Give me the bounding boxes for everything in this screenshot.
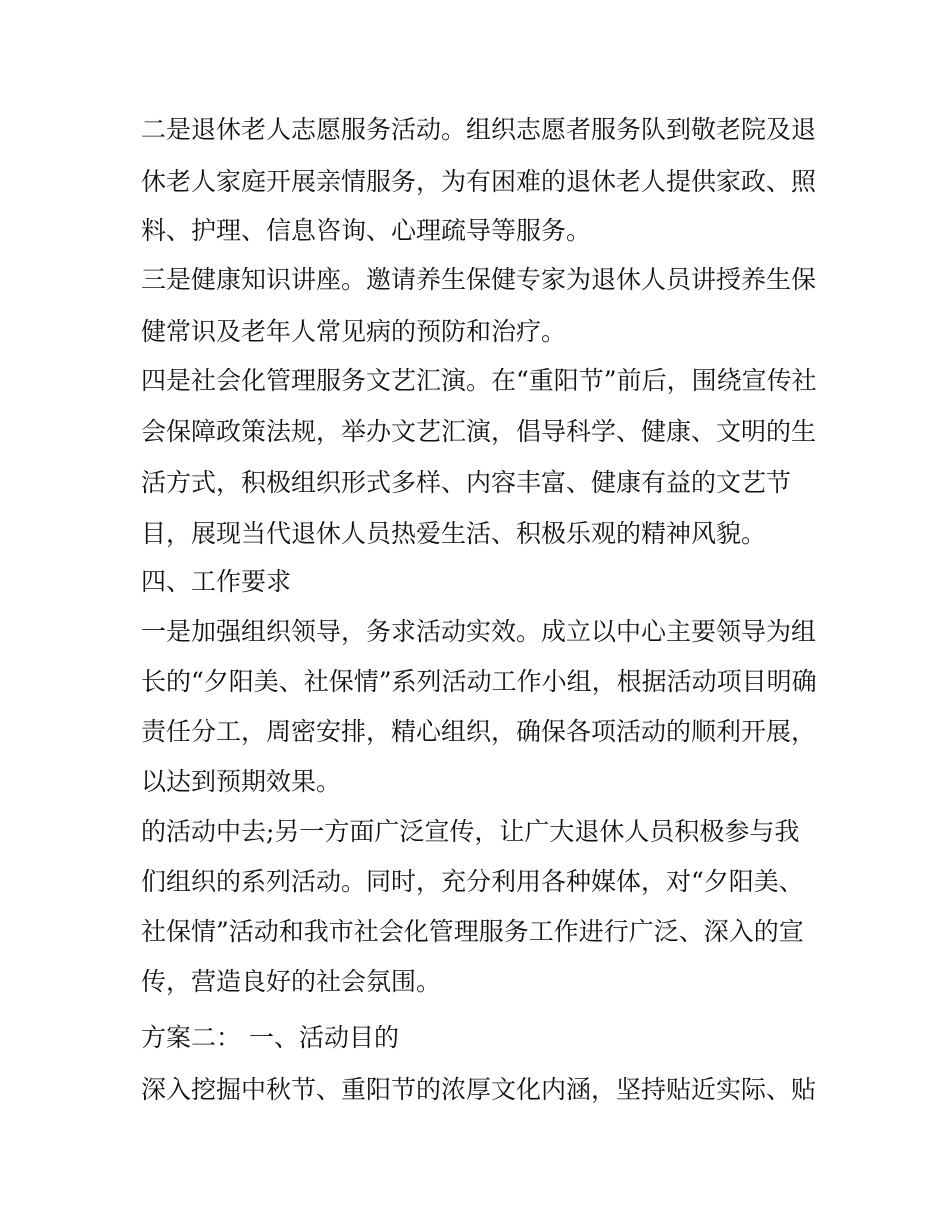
text-line: 的活动中去;另一方面广泛宣传，让广大退休人员积极参与我 [141, 817, 800, 846]
text-line: 深入挖掘中秋节、重阳节的浓厚文化内涵，坚持贴近实际、贴 [141, 1075, 817, 1104]
text-line: 料、护理、信息咨询、心理疏导等服务。 [141, 216, 592, 245]
text-line: 健常识及老年人常见病的预防和治疗。 [141, 317, 567, 346]
section-heading: 方案二： 一、活动目的 [141, 1023, 399, 1052]
text-line: 责任分工，周密安排，精心组织，确保各项活动的顺利开展， [141, 717, 817, 746]
text-line: 以达到预期效果。 [141, 767, 342, 796]
text-line: 目，展现当代退休人员热爱生活、积极乐观的精神风貌。 [141, 519, 767, 548]
text-line: 四是社会化管理服务文艺汇演。在“重阳节”前后，围绕宣传社 [141, 366, 817, 395]
text-line: 们组织的系列活动。同时，充分利用各种媒体，对“夕阳美、 [141, 867, 804, 896]
text-line: 传，营造良好的社会氛围。 [141, 967, 442, 996]
text-line: 活方式，积极组织形式多样、内容丰富、健康有益的文艺节 [141, 468, 792, 497]
text-line: 休老人家庭开展亲情服务，为有困难的退休老人提供家政、照 [141, 167, 817, 196]
text-line: 三是健康知识讲座。邀请养生保健专家为退休人员讲授养生保 [141, 265, 817, 294]
text-line: 会保障政策法规，举办文艺汇演，倡导科学、健康、文明的生 [141, 417, 817, 446]
text-line: 社保情”活动和我市社会化管理服务工作进行广泛、深入的宣 [141, 917, 804, 946]
text-line: 一是加强组织领导，务求活动实效。成立以中心主要领导为组 [141, 617, 817, 646]
text-line: 二是退休老人志愿服务活动。组织志愿者服务队到敬老院及退 [141, 115, 817, 144]
text-line: 长的“夕阳美、社保情”系列活动工作小组，根据活动项目明确 [141, 667, 817, 696]
section-heading: 四、工作要求 [141, 567, 292, 596]
